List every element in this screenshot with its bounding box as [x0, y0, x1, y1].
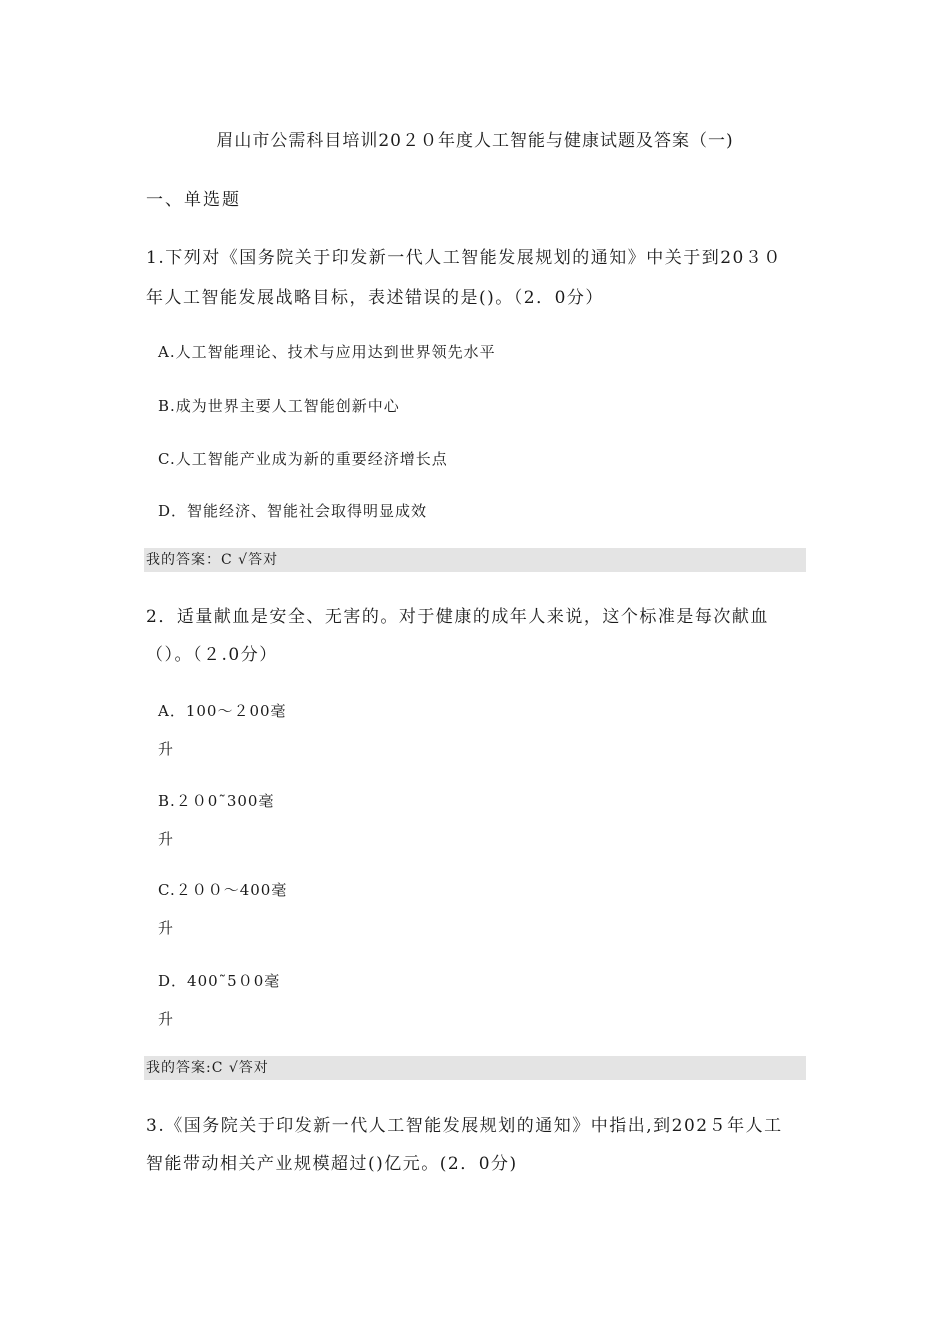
question-1-option-b: B.成为世界主要人工智能创新中心	[158, 397, 400, 415]
question-2-option-d-cont: 升	[158, 1010, 175, 1028]
question-2-option-b: B.２０0˜300毫	[158, 792, 275, 810]
question-2-line-1: 2．适量献血是安全、无害的。对于健康的成年人来说，这个标准是每次献血	[146, 607, 769, 627]
document-title: 眉山市公需科目培训20２０年度人工智能与健康试题及答案（一)	[216, 131, 734, 151]
section-heading: 一、单选题	[146, 190, 241, 210]
question-1-line-1: 1.下列对《国务院关于印发新一代人工智能发展规划的通知》中关于到20３０	[146, 248, 782, 268]
question-2-option-a: A．100～２00毫	[158, 702, 287, 720]
question-2-option-c-cont: 升	[158, 919, 175, 937]
question-1-option-a: A.人工智能理论、技术与应用达到世界领先水平	[158, 343, 496, 361]
question-1-option-d: D．智能经济、智能社会取得明显成效	[158, 502, 428, 520]
question-2-line-2: （）。（２.0分）	[146, 645, 278, 665]
question-1-answer: 我的答案：C √答对	[144, 548, 806, 572]
question-3-line-2: 智能带动相关产业规模超过()亿元。(2．0分)	[146, 1154, 518, 1174]
question-2-answer: 我的答案:C √答对	[144, 1056, 806, 1080]
question-2-option-a-cont: 升	[158, 740, 175, 758]
question-2-option-d: D．400˜5０0毫	[158, 972, 281, 990]
question-3-line-1: 3.《国务院关于印发新一代人工智能发展规划的通知》中指出,到202５年人工	[146, 1116, 783, 1136]
question-2-option-c: C.２００～400毫	[158, 881, 288, 899]
question-1-option-c: C.人工智能产业成为新的重要经济增长点	[158, 450, 448, 468]
question-1-line-2: 年人工智能发展战略目标，表述错误的是()。（2．0分）	[146, 288, 604, 308]
question-2-option-b-cont: 升	[158, 830, 175, 848]
